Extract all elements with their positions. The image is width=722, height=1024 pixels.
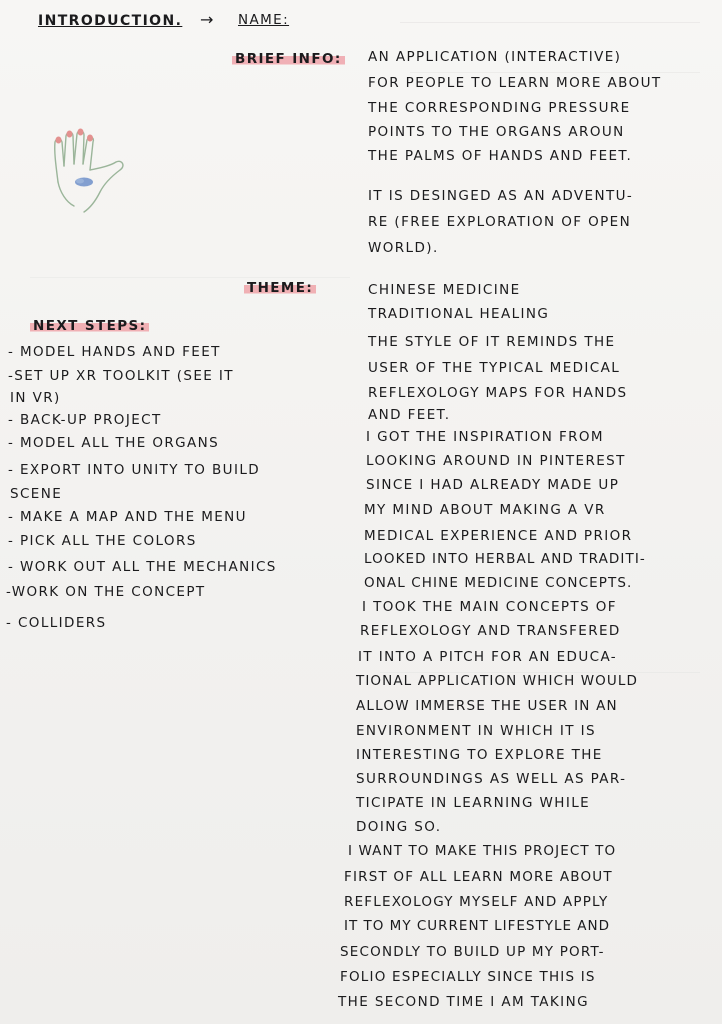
theme-line: ONAL CHINE MEDICINE CONCEPTS. (364, 575, 633, 591)
theme-line: AND FEET. (368, 407, 451, 423)
theme-line: SURROUNDINGS AS WELL AS PAR- (356, 771, 627, 787)
theme-line: SECONDLY TO BUILD UP MY PORT- (340, 944, 605, 960)
theme-line: ALLOW IMMERSE THE USER IN AN (356, 698, 618, 714)
next-step-item: - MAKE A MAP AND THE MENU (8, 509, 247, 525)
theme-line: THE STYLE OF IT REMINDS THE (368, 334, 616, 350)
theme-line: THE SECOND TIME I AM TAKING (338, 994, 589, 1010)
theme-line: FIRST OF ALL LEARN MORE ABOUT (344, 869, 613, 885)
brief-line: AN APPLICATION (INTERACTIVE) (368, 49, 622, 65)
next-step-item: -SET UP XR TOOLKIT (SEE IT (8, 368, 234, 384)
theme-line: TRADITIONAL HEALING (368, 306, 550, 322)
brief-line: IT IS DESINGED AS AN ADVENTU- (368, 188, 634, 204)
theme-label (244, 282, 316, 296)
brief-line: POINTS TO THE ORGANS AROUN (368, 124, 625, 140)
brief-line: RE (FREE EXPLORATION OF OPEN (368, 214, 632, 230)
theme-line: LOOKING AROUND IN PINTEREST (366, 453, 626, 469)
arrow-icon: → (200, 10, 215, 29)
next-steps-label (30, 320, 149, 334)
hand-sketch-icon (44, 122, 134, 214)
brief-line: WORLD). (368, 240, 439, 256)
brief-info-label (232, 53, 345, 67)
next-step-item: - BACK-UP PROJECT (8, 412, 162, 428)
theme-line: ENVIRONMENT IN WHICH IT IS (356, 723, 596, 739)
introduction-heading: INTRODUCTION. (38, 13, 183, 29)
next-steps-label-text: NEXT STEPS: (30, 318, 149, 334)
theme-line: REFLEXOLOGY MAPS FOR HANDS (368, 385, 628, 401)
theme-line: DOING SO. (356, 819, 442, 835)
theme-label-text: THEME: (244, 280, 316, 296)
next-step-item: IN VR) (10, 390, 61, 406)
theme-line: INTERESTING TO EXPLORE THE (356, 747, 603, 763)
next-step-item: -WORK ON THE CONCEPT (6, 584, 206, 600)
theme-line: REFLEXOLOGY AND TRANSFERED (360, 623, 621, 639)
name-label: NAME: (238, 12, 290, 28)
theme-line: REFLEXOLOGY MYSELF AND APPLY (344, 894, 609, 910)
theme-line: I WANT TO MAKE THIS PROJECT TO (348, 843, 617, 859)
theme-line: USER OF THE TYPICAL MEDICAL (368, 360, 621, 376)
next-step-item: - PICK ALL THE COLORS (8, 533, 197, 549)
theme-line: SINCE I HAD ALREADY MADE UP (366, 477, 620, 493)
theme-line: TIONAL APPLICATION WHICH WOULD (356, 673, 638, 689)
next-step-item: - MODEL HANDS AND FEET (8, 344, 221, 360)
theme-line: MEDICAL EXPERIENCE AND PRIOR (364, 528, 633, 544)
theme-line: I TOOK THE MAIN CONCEPTS OF (362, 599, 617, 615)
theme-line: FOLIO ESPECIALLY SINCE THIS IS (340, 969, 596, 985)
next-step-item: - MODEL ALL THE ORGANS (8, 435, 220, 451)
next-step-item: - COLLIDERS (6, 615, 107, 631)
brief-line: THE CORRESPONDING PRESSURE (368, 100, 631, 116)
theme-line: CHINESE MEDICINE (368, 282, 521, 298)
theme-line: TICIPATE IN LEARNING WHILE (356, 795, 591, 811)
next-step-item: - EXPORT INTO UNITY TO BUILD (8, 462, 261, 478)
theme-line: LOOKED INTO HERBAL AND TRADITI- (364, 551, 646, 567)
theme-line: MY MIND ABOUT MAKING A VR (364, 502, 606, 518)
brief-line: THE PALMS OF HANDS AND FEET. (368, 148, 633, 164)
brief-info-label-text: BRIEF INFO: (232, 51, 345, 67)
theme-line: I GOT THE INSPIRATION FROM (366, 429, 604, 445)
brief-line: FOR PEOPLE TO LEARN MORE ABOUT (368, 75, 662, 91)
next-step-item: - WORK OUT ALL THE MECHANICS (8, 559, 277, 575)
theme-line: IT INTO A PITCH FOR AN EDUCA- (358, 649, 618, 665)
theme-line: IT TO MY CURRENT LIFESTYLE AND (344, 918, 611, 934)
next-step-item: SCENE (10, 486, 63, 502)
